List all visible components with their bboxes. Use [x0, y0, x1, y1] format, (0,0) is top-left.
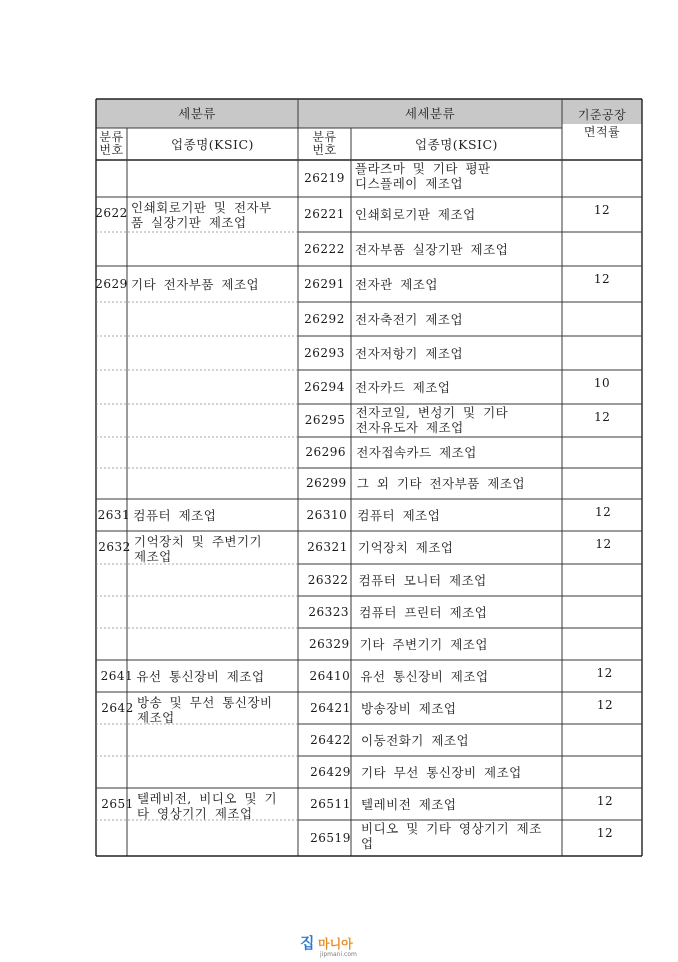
subgroup-code: 26292: [304, 311, 345, 326]
area-ratio: 12: [595, 505, 612, 519]
area-ratio: 12: [594, 410, 611, 424]
subgroup-code: 26421: [310, 700, 351, 715]
group-code: 2641: [100, 668, 134, 683]
subgroup-name: 전자축전기 제조업: [355, 311, 464, 327]
subgroup-name: 텔레비전 제조업: [361, 796, 457, 812]
subgroup-code: 26323: [308, 604, 350, 619]
header-group-title: 세분류: [178, 106, 216, 121]
subgroup-code: 26295: [304, 413, 346, 427]
group-code: 2629: [95, 276, 128, 291]
area-ratio: 12: [596, 666, 613, 680]
subgroup-name: 전자접속카드 제조업: [356, 445, 477, 460]
subgroup-name: 컴퓨터 프린터 제조업: [359, 604, 488, 620]
subgroup-code: 26293: [304, 345, 345, 360]
subgroup-code: 26429: [310, 764, 351, 779]
subgroup-code: 26219: [304, 171, 345, 185]
group-code: 2632: [98, 540, 131, 554]
subgroup-code: 26291: [304, 276, 345, 291]
subgroup-name: 기타 주변기기 제조업: [359, 636, 488, 652]
group-code: 2631: [97, 507, 131, 522]
subgroup-name: 컴퓨터 모니터 제조업: [358, 572, 487, 588]
group-code: 2622: [95, 206, 128, 220]
subgroup-name: 비디오 및 기타 영상기기 제조 업: [361, 821, 542, 851]
area-ratio: 10: [593, 376, 611, 390]
subgroup-code: 26422: [310, 732, 351, 747]
subgroup-name: 방송장비 제조업: [361, 700, 457, 716]
svg-text:jipmani.com: jipmani.com: [320, 951, 357, 958]
svg-text:집: 집: [300, 934, 315, 952]
group-name: 컴퓨터 제조업: [133, 507, 217, 523]
site-watermark: [296, 934, 380, 958]
subgroup-name: 유선 통신장비 제조업: [360, 668, 489, 684]
group-name: 기타 전자부품 제조업: [131, 276, 260, 292]
area-ratio: 12: [596, 794, 614, 808]
subgroup-code: 26322: [307, 572, 349, 587]
area-ratio: 12: [595, 537, 612, 551]
group-name: 유선 통신장비 제조업: [136, 668, 265, 684]
subgroup-name: 전자저항기 제조업: [355, 345, 464, 361]
subgroup-name: 컴퓨터 제조업: [357, 507, 441, 523]
subgroup-name: 그 외 기타 전자부품 제조업: [356, 476, 526, 491]
subgroup-name: 기타 무선 통신장비 제조업: [361, 764, 522, 780]
header-group-code-label: 분류 번호: [99, 130, 124, 157]
group-name: 기억장치 및 주변기기 제조업: [134, 534, 263, 564]
area-ratio: 12: [593, 203, 611, 217]
header-subgroup-title: 세세분류: [404, 106, 456, 121]
subgroup-code: 26329: [308, 636, 350, 651]
subgroup-name: 전자카드 제조업: [355, 379, 451, 395]
subgroup-code: 26321: [307, 540, 348, 554]
header-area-title-line2: 면적률: [583, 125, 621, 139]
header-area-title-line1: 기준공장: [577, 108, 627, 122]
subgroup-code: 26222: [304, 241, 345, 256]
area-ratio: 12: [593, 272, 611, 286]
area-ratio: 12: [596, 698, 614, 712]
header-subgroup-name-label: 업종명(KSIC): [415, 136, 498, 152]
area-ratio: 12: [596, 826, 614, 840]
subgroup-code: 26310: [306, 507, 348, 522]
header-group-name-label: 업종명(KSIC): [171, 136, 254, 152]
subgroup-code: 26296: [305, 445, 347, 459]
subgroup-code: 26294: [304, 379, 345, 394]
subgroup-name: 전자관 제조업: [355, 276, 438, 292]
header-subgroup-code-label: 분류 번호: [312, 130, 337, 157]
group-code: 2651: [101, 797, 134, 811]
group-name: 텔레비전, 비디오 및 기 타 영상기기 제조업: [137, 791, 278, 821]
watermark-logo-icon: [296, 934, 380, 958]
subgroup-name: 전자부품 실장기판 제조업: [355, 241, 509, 257]
subgroup-name: 인쇄회로기판 제조업: [355, 207, 476, 222]
svg-text:마니아: 마니아: [318, 937, 353, 951]
subgroup-name: 기억장치 제조업: [358, 540, 454, 555]
subgroup-code: 26410: [309, 668, 351, 683]
group-name: 인쇄회로기판 및 전자부 품 실장기판 제조업: [131, 200, 272, 230]
subgroup-code: 26519: [310, 830, 351, 845]
subgroup-code: 26299: [305, 476, 347, 490]
subgroup-code: 26511: [310, 796, 351, 811]
subgroup-code: 26221: [304, 207, 345, 221]
subgroup-name: 이동전화기 제조업: [361, 732, 470, 748]
subgroup-name: 전자코일, 변성기 및 기타 전자유도자 제조업: [355, 405, 509, 435]
subgroup-name: 플라즈마 및 기타 평판 디스플레이 제조업: [355, 161, 491, 191]
group-code: 2642: [101, 701, 134, 715]
group-name: 방송 및 무선 통신장비 제조업: [137, 695, 273, 725]
